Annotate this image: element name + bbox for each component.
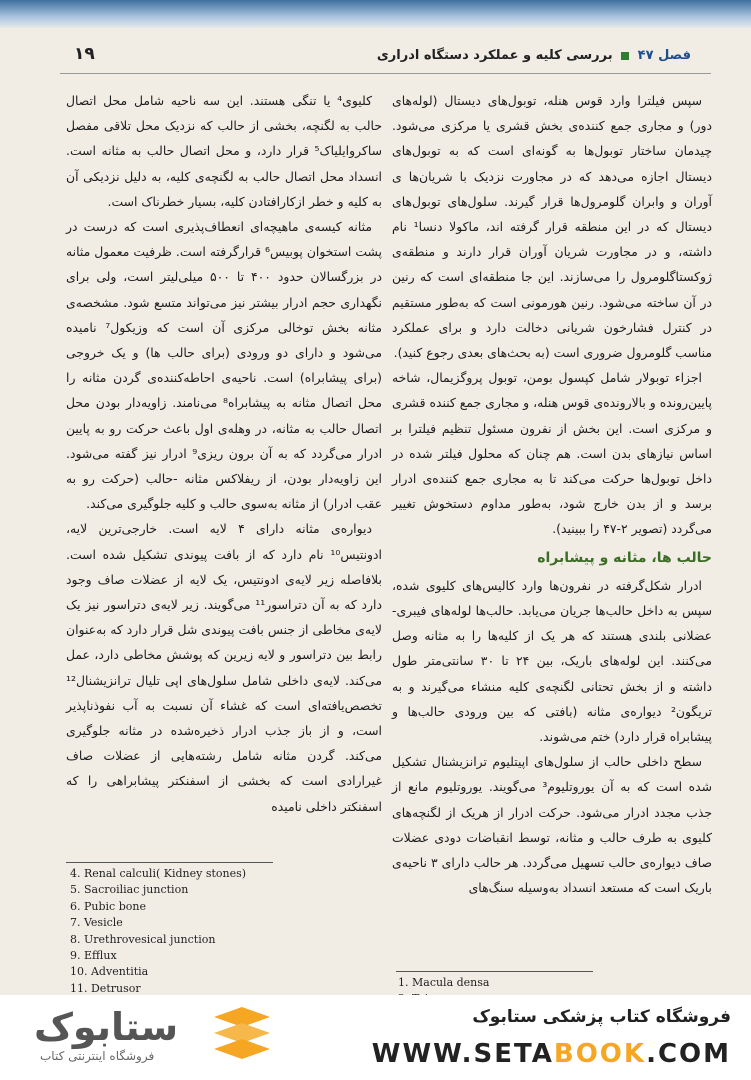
section-heading: حالب ها، مثانه و پیشابراه bbox=[537, 549, 712, 566]
page-top-edge bbox=[0, 0, 751, 28]
book-stack-icon bbox=[210, 1007, 274, 1069]
footnote: 9. Efflux bbox=[70, 949, 117, 963]
paragraph: سطح داخلی حالب از سلول‌های اپیتلیوم ترانزیشنال تشکیل شده است که به آن یوروتلیوم³ می‌گویند. یوروتلیوم مانع از جذب مجدد ادرار می‌شود. حرکت ادرار از هریک از لگنچه‌های کلیوی به طرف حالب و مثانه، توسط انقباضات دودی عضلات صاف دیواره‌ی حالب تسهیل می‌گردد. هر حالب دارای ۳ ناحیه‌ی باریک است که مستعد انسداد به‌وسیله سنگ‌های bbox=[392, 754, 712, 896]
logo-subtitle: فروشگاه اینترنتی کتاب bbox=[40, 1049, 155, 1063]
url-prefix: WWW.SETA bbox=[371, 1039, 554, 1069]
left-column bbox=[66, 88, 382, 819]
page-number: ۱۹ bbox=[74, 44, 95, 64]
store-banner bbox=[0, 995, 751, 1080]
header-rule bbox=[60, 73, 711, 74]
footnote: 1. Macula densa bbox=[398, 976, 490, 989]
footnote: 4. Renal calculi( Kidney stones) bbox=[70, 867, 247, 880]
url-suffix: .COM bbox=[646, 1039, 731, 1069]
footnote: 7. Vesicle bbox=[70, 916, 123, 930]
chapter-title-text: بررسی کلیه و عملکرد دستگاه ادراری bbox=[376, 48, 613, 63]
footnote: 10. Adventitia bbox=[70, 965, 149, 979]
footnote: 11. Detrusor bbox=[70, 981, 141, 995]
footnotes-left bbox=[70, 866, 330, 997]
page-header bbox=[60, 44, 711, 74]
footnote-rule bbox=[66, 862, 273, 863]
paragraph: سپس فیلترا وارد قوس هنله، توبول‌های دیستال (لوله‌های دور) و مجاری جمع کننده‌ی بخش قشری یا مرکزی می‌شود. چیدمان ساختار توبول‌ها به گونه‌ای است که به توبول‌های دیستال اجازه می‌دهد که در مجاورت نزدیک با شریان‌ها ی آوران و وابران گلومرول‌ها قرار گیرند. سلول‌های توبول‌های دیستال که در این منطقه قرار گرفته اند، ماکولا دنسا¹ نام داشته، و در مجاورت شریان آوران قرار دارند و منطقه‌ی ژوکستاگلومرول را می‌سازند. این جا منطقه‌ای است که رنین در آن ساخته می‌شود. رنین هورمونی است که به‌طور مستقیم در کنترل فشارخون شریانی دخالت دارد و برای عملکرد مناسب گلومرول ضروری است (به بحث‌های بعدی رجوع کنید). bbox=[392, 93, 712, 361]
footnote: 6. Pubic bone bbox=[70, 899, 146, 913]
paragraph: کلیوی⁴ یا تنگی هستند. این سه ناحیه شامل محل اتصال حالب به لگنچه، بخشی از حالب که نزدیک محل تلاقی مفصل ساکروایلیاک⁵ قرار دارد، و محل اتصال حالب به مثانه است. انسداد محل اتصال حالب به لگنچه‌ی کلیه، به دلیل نزدیکی آن به کلیه و خطر ازکارافتادن کلیه، بسیار خطرناک است. bbox=[66, 93, 382, 209]
paragraph: مثانه کیسه‌ی ماهیچه‌ای انعطاف‌پذیری است که درست در پشت استخوان پوبیس⁶ قرارگرفته است. ظرفیت معمول مثانه در بزرگسالان حدود ۴۰۰ تا ۵۰۰ میلی‌لیتر است، ولی برای نگهداری حجم ادرار بیشتر نیز می‌تواند متسع شود. مشخصه‌ی مثانه بخش توخالی مرکزی آن است که وزیکول⁷ نامیده می‌شود و دارای دو ورودی (برای حالب ها) و یک خروجی (برای پیشابراه) است. ناحیه‌ی احاطه‌کننده‌ی گردن مثانه را محل اتصال مثانه به پیشابراه⁸ می‌نامند. زاویه‌دار بودن محل اتصال حالب به مثانه، در وهله‌ی اول باعث حرکت رو به پایین ادرار می‌گردد که به آن برون ریزی⁹ ادرار نیز گفته می‌شود. این زاویه‌دار بودن، از ریفلاکس مثانه -حالب (حرکت رو به عقب ادرار) از مثانه به‌سوی حالب و کلیه جلوگیری می‌کند. bbox=[66, 219, 383, 512]
setabook-logo[interactable] bbox=[30, 1005, 270, 1071]
paragraph: اجزاء توبولار شامل کپسول بومن، توبول پروگزیمال، شاخه پایین‌رونده و بالارونده‌ی قوس هنله، و مجاری جمع کننده قشری و مرکزی است. این بخش از نفرون مسئول تنظیم فیلترا بر اساس نیازهای بدن است. هم چنان که محلول فیلتر شده در داخل توبول‌ها حرکت می‌کند تا به مجاری جمع کننده‌ی ادرار برسد و از بدن خارج شود، به‌طور مداوم دستخوش تغییر می‌گردد (تصویر ۲-۴۷ را ببینید). bbox=[392, 370, 712, 537]
chapter-title bbox=[377, 48, 691, 63]
footnote-rule bbox=[396, 971, 593, 972]
footnote: 5. Sacroiliac junction bbox=[70, 883, 189, 897]
paragraph: دیواره‌ی مثانه دارای ۴ لایه است. خارجی‌ترین لایه، ادونتیس¹⁰ نام دارد که از بافت پیوندی تشکیل شده است. بلافاصله زیر لایه‌ی ادونتیس، یک لایه از عضلات صاف وجود دارد که به آن دتراسور¹¹ می‌گویند. زیر لایه‌ی دتراسور نیز یک لایه‌ی مخاطی از جنس بافت پیوندی شل قرار دارد که به‌عنوان رابط بین دتراسور و لایه زیرین که پوشش مخاطی دارد، عمل می‌کند. لایه‌ی داخلی شامل سلول‌های اپی تلیال ترانزیشنال¹² تخصص‌یافته‌ای است که غشاء آن نسبت به آب نفوذناپذیر است، و از باز جذب ادرار ذخیره‌شده در مثانه جلوگیری می‌کند. گردن مثانه شامل رشته‌هایی از عضلات صاف غیرارادی است که بخشی از اسفنکتر پیشابراهی را که اسفنکتر داخلی نامیده bbox=[66, 521, 382, 814]
store-name: فروشگاه کتاب پزشکی ستابوک bbox=[472, 1007, 731, 1027]
chapter-square-icon bbox=[621, 52, 629, 60]
store-url-link[interactable] bbox=[372, 1039, 731, 1069]
logo-wordmark: ستابوک bbox=[34, 1005, 179, 1049]
right-column bbox=[392, 88, 712, 901]
footnote: 8. Urethrovesical junction bbox=[70, 932, 216, 946]
url-accent: BOOK bbox=[553, 1039, 647, 1069]
chapter-label: فصل ۴۷ bbox=[637, 48, 691, 63]
paragraph: ادرار شکل‌گرفته در نفرون‌ها وارد کالیس‌های کلیوی شده، سپس به داخل حالب‌ها جریان می‌یابد. حالب‌ها لوله‌های فیبری- عضلانی بلندی هستند که هر یک از کلیه‌ها را به مثانه وصل می‌کنند. این لوله‌های باریک، بین ۲۴ تا ۳۰ سانتی‌متر طول داشته و از بخش تحتانی لگنچه‌ی کلیه منشاء می‌گیرند و به تریگون² دیواره‌ی مثانه (بافتی که بین ورودی حالب‌ها و پیشابراه قرار دارد) ختم می‌شوند. bbox=[392, 577, 712, 745]
